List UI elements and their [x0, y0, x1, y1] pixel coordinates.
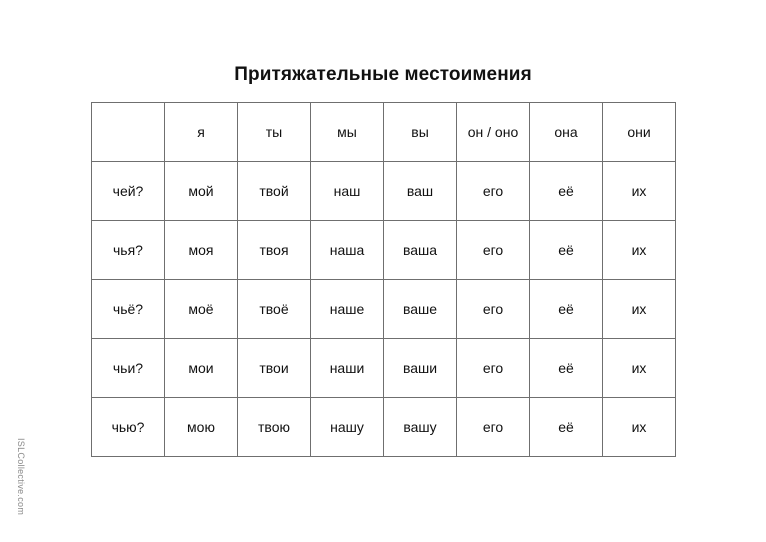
table-cell: его — [457, 162, 530, 221]
header-cell: она — [530, 103, 603, 162]
row-label-cell: чьи? — [92, 339, 165, 398]
row-label-cell: чей? — [92, 162, 165, 221]
table-cell: их — [603, 339, 676, 398]
page-title: Притяжательные местоимения — [234, 64, 532, 85]
table-header-row — [92, 103, 676, 162]
table-cell: вашу — [384, 398, 457, 457]
table-cell: её — [530, 221, 603, 280]
row-label-cell: чья? — [92, 221, 165, 280]
table-cell: его — [457, 280, 530, 339]
table-cell: ваша — [384, 221, 457, 280]
table-cell: нашу — [311, 398, 384, 457]
watermark: ISLCollective.com — [16, 438, 26, 516]
table-cell: ваши — [384, 339, 457, 398]
table-cell: мои — [165, 339, 238, 398]
header-cell: ты — [238, 103, 311, 162]
row-label-cell: чью? — [92, 398, 165, 457]
table-cell: его — [457, 398, 530, 457]
table-cell: твоё — [238, 280, 311, 339]
table-cell: их — [603, 280, 676, 339]
header-cell: он / оно — [457, 103, 530, 162]
table-row — [92, 221, 676, 280]
table-cell: наш — [311, 162, 384, 221]
table-cell: наша — [311, 221, 384, 280]
table-cell: её — [530, 339, 603, 398]
header-cell: вы — [384, 103, 457, 162]
header-cell: они — [603, 103, 676, 162]
table-row — [92, 339, 676, 398]
table-cell: твою — [238, 398, 311, 457]
table-cell: мой — [165, 162, 238, 221]
pronoun-table — [91, 102, 676, 457]
table-cell: ваш — [384, 162, 457, 221]
table-cell: твоя — [238, 221, 311, 280]
table-cell: их — [603, 162, 676, 221]
table-cell: его — [457, 339, 530, 398]
header-cell-empty — [92, 103, 165, 162]
table-cell: наши — [311, 339, 384, 398]
table-cell: твой — [238, 162, 311, 221]
table-cell: твои — [238, 339, 311, 398]
table-cell: её — [530, 398, 603, 457]
table-cell: их — [603, 221, 676, 280]
table-cell: её — [530, 280, 603, 339]
table-cell: их — [603, 398, 676, 457]
table-row — [92, 398, 676, 457]
table-cell: его — [457, 221, 530, 280]
row-label-cell: чьё? — [92, 280, 165, 339]
header-cell: мы — [311, 103, 384, 162]
table-row — [92, 162, 676, 221]
table-row — [92, 280, 676, 339]
table-cell: моя — [165, 221, 238, 280]
table-cell: её — [530, 162, 603, 221]
table-cell: наше — [311, 280, 384, 339]
table-cell: ваше — [384, 280, 457, 339]
table-cell: мою — [165, 398, 238, 457]
header-cell: я — [165, 103, 238, 162]
table-cell: моё — [165, 280, 238, 339]
